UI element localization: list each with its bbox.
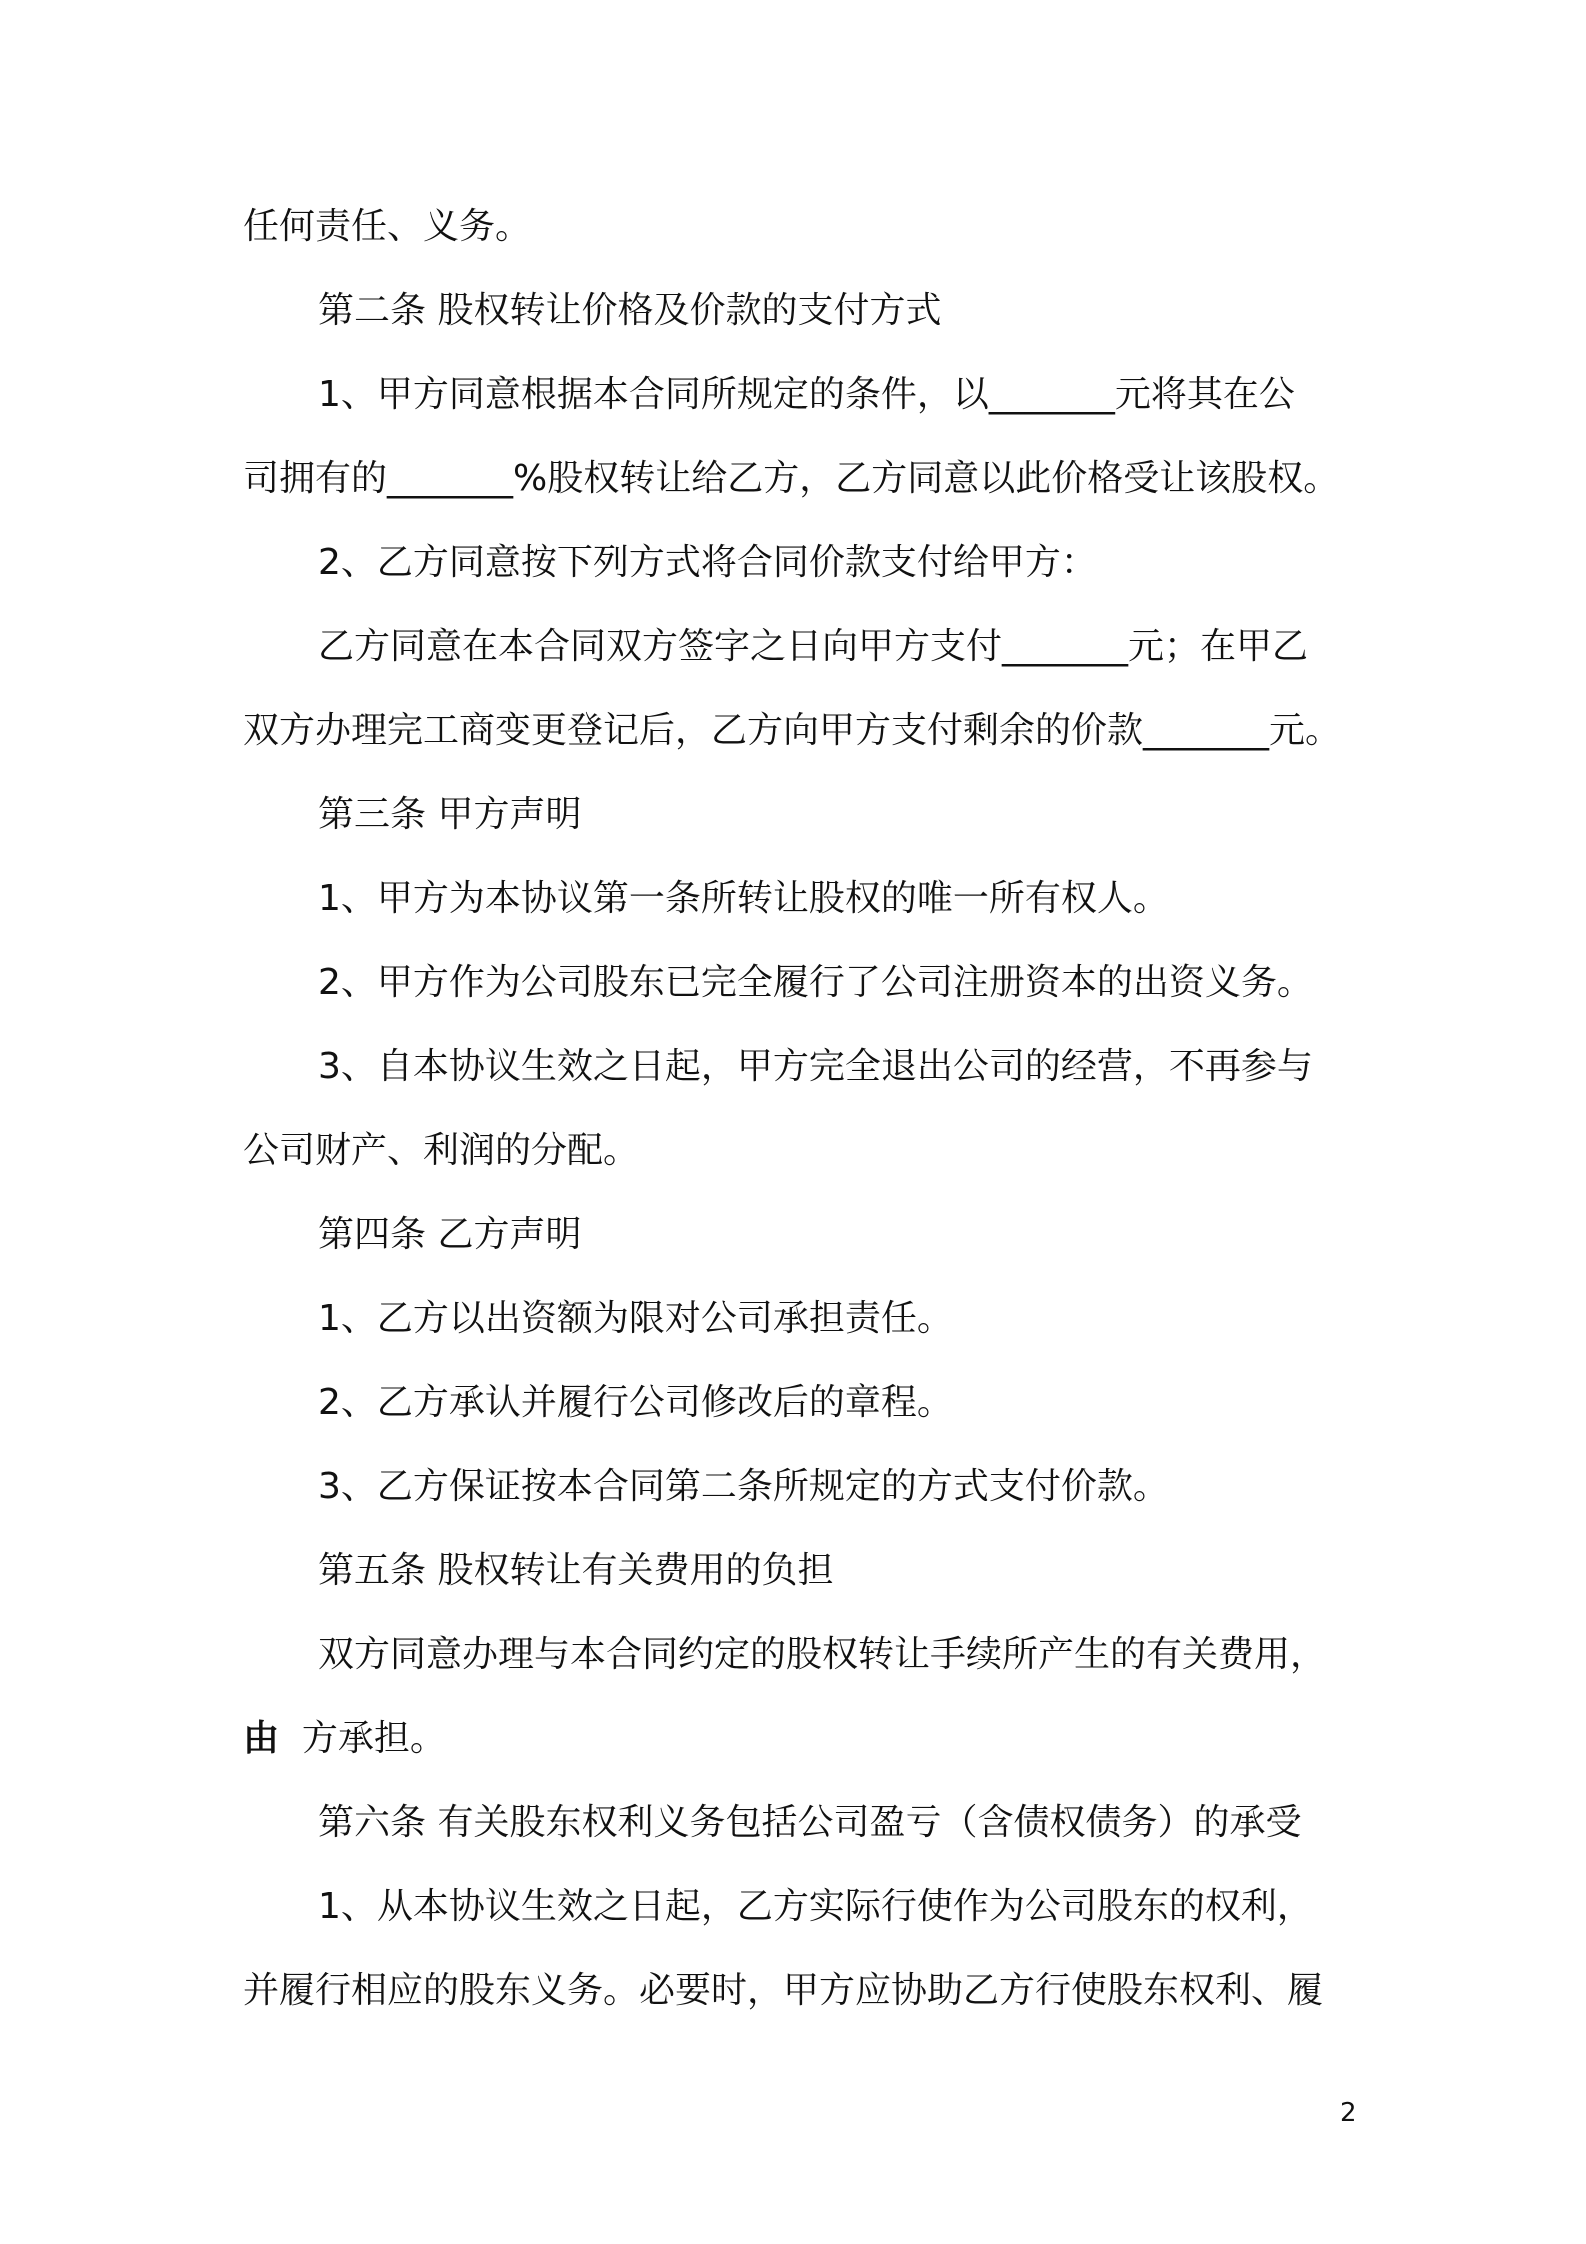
paragraph-text: 方承担。 — [301, 1718, 446, 1759]
paragraph-line: 1、甲方同意根据本合同所规定的条件，以_______元将其在公 — [318, 374, 1295, 415]
section-heading-3: 第三条 甲方声明 — [318, 794, 582, 835]
paragraph-line: 乙方同意在本合同双方签字之日向甲方支付_______元；在甲乙 — [318, 626, 1309, 667]
paragraph-line: 公司财产、利润的分配。 — [243, 1130, 640, 1171]
paragraph-line: 任何责任、义务。 — [243, 206, 532, 247]
paragraph-line: 3、乙方保证按本合同第二条所规定的方式支付价款。 — [318, 1466, 1169, 1507]
paragraph-line: 3、自本协议生效之日起，甲方完全退出公司的经营，不再参与 — [318, 1046, 1313, 1087]
paragraph-line: 并履行相应的股东义务。必要时，甲方应协助乙方行使股东权利、履 — [243, 1970, 1324, 2011]
section-heading-6: 第六条 有关股东权利义务包括公司盈亏（含债权债务）的承受 — [318, 1802, 1302, 1843]
section-heading-5: 第五条 股权转让有关费用的负担 — [318, 1550, 834, 1591]
paragraph-line: 2、甲方作为公司股东已完全履行了公司注册资本的出资义务。 — [318, 962, 1313, 1003]
paragraph-line: 司拥有的_______%股权转让给乙方，乙方同意以此价格受让该股权。 — [243, 458, 1340, 499]
paragraph-line: 1、甲方为本协议第一条所转让股权的唯一所有权人。 — [318, 878, 1169, 919]
paragraph-line: 1、乙方以出资额为限对公司承担责任。 — [318, 1298, 953, 1339]
paragraph-line: 2、乙方同意按下列方式将合同价款支付给甲方： — [318, 542, 1097, 583]
bold-prefix: 由 — [243, 1718, 280, 1759]
section-heading-4: 第四条 乙方声明 — [318, 1214, 582, 1255]
section-heading-2: 第二条 股权转让价格及价款的支付方式 — [318, 290, 942, 331]
paragraph-line: 1、从本协议生效之日起，乙方实际行使作为公司股东的权利， — [318, 1886, 1313, 1927]
paragraph-line — [243, 1711, 446, 1767]
paragraph-line: 双方同意办理与本合同约定的股权转让手续所产生的有关费用， — [318, 1634, 1327, 1675]
paragraph-line: 双方办理完工商变更登记后，乙方向甲方支付剩余的价款_______元。 — [243, 710, 1342, 751]
paragraph-line: 2、乙方承认并履行公司修改后的章程。 — [318, 1382, 953, 1423]
page-number: 2 — [1340, 2098, 1357, 2128]
